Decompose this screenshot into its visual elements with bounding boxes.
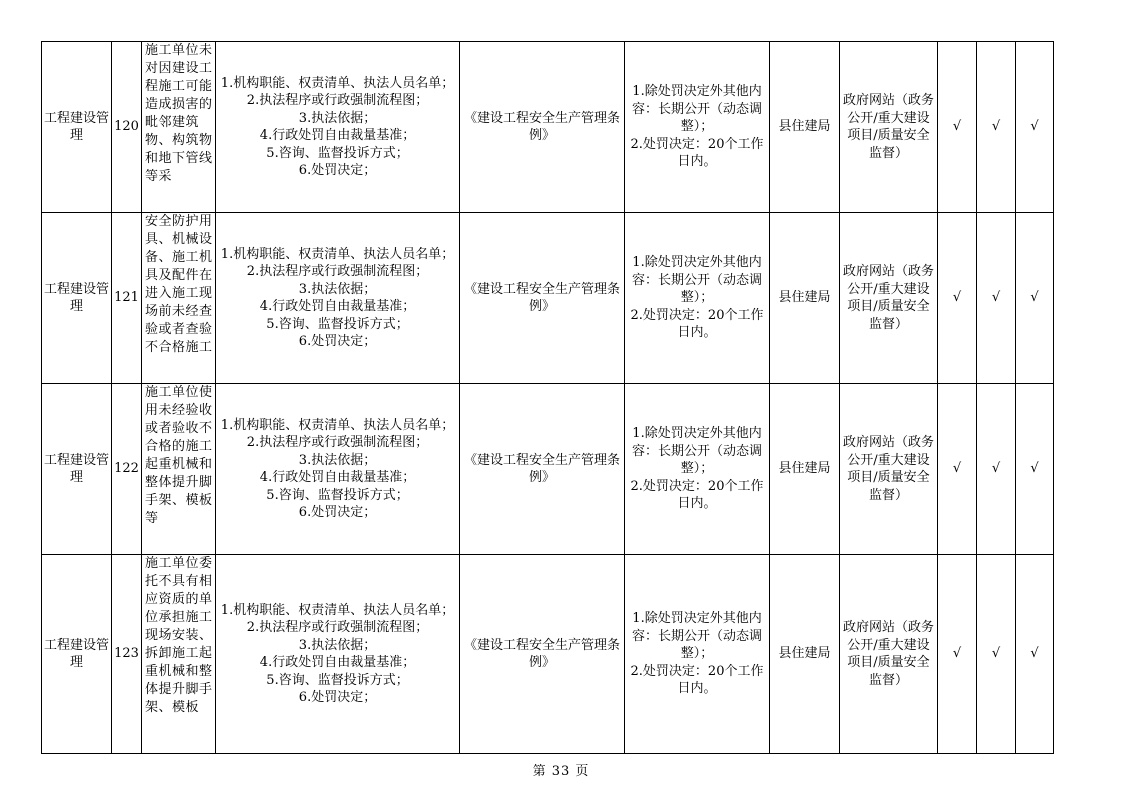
content-item: 1.机构职能、权责清单、执法人员名单； [220,246,455,262]
content-item: 1.机构职能、权责清单、执法人员名单； [220,417,455,433]
content-item: 6.处罚决定； [298,163,377,178]
channel-cell: 政府网站（政务公开/重大建设项目/质量安全监督） [840,384,938,555]
content-item: 4.行政处罚自由裁量基准； [259,299,416,314]
table-body [42,42,1054,754]
timing-cell: 1.除处罚决定外其他内容：长期公开（动态调整）； 2.处罚决定：20个工作日内。 [625,213,770,384]
check-cell: √ [977,42,1016,213]
timing-cell: 1.除处罚决定外其他内容：长期公开（动态调整）； 2.处罚决定：20个工作日内。 [625,555,770,754]
content-item: 2.执法程序或行政强制流程图； [246,264,429,279]
content-item: 6.处罚决定； [298,690,377,705]
content-cell [216,384,460,555]
table-row [42,555,1054,754]
subject-text: 安全防护用具、机械设备、施工机具及配件在进入施工现场前未经查验或者查验不合格施工 [145,214,213,355]
number-cell: 123 [112,555,142,754]
check-cell: √ [1016,384,1054,555]
page-number: 第 33 页 [532,764,590,779]
category-cell: 工程建设管理 [42,42,112,213]
subject-cell [142,42,216,213]
category-cell: 工程建设管理 [42,213,112,384]
content-item: 4.行政处罚自由裁量基准； [259,128,416,143]
content-cell [216,42,460,213]
subject-text: 施工单位未对因建设工程施工可能造成损害的毗邻建筑物、构筑物和地下管线等采 [145,43,213,184]
subject-text: 施工单位使用未经验收或者验收不合格的施工起重机械和整体提升脚手架、模板等 [145,385,213,526]
check-cell: √ [938,42,977,213]
content-item: 1.机构职能、权责清单、执法人员名单； [220,602,455,618]
timing-cell: 1.除处罚决定外其他内容：长期公开（动态调整）； 2.处罚决定：20个工作日内。 [625,42,770,213]
content-cell [216,213,460,384]
content-item: 2.执法程序或行政强制流程图； [246,435,429,450]
content-item: 4.行政处罚自由裁量基准； [259,470,416,485]
content-item: 1.机构职能、权责清单、执法人员名单； [220,75,455,91]
check-cell: √ [977,555,1016,754]
basis-cell: 《建设工程安全生产管理条例》 [460,384,625,555]
basis-cell: 《建设工程安全生产管理条例》 [460,42,625,213]
channel-cell: 政府网站（政务公开/重大建设项目/质量安全监督） [840,42,938,213]
category-cell: 工程建设管理 [42,384,112,555]
table-row [42,384,1054,555]
content-item: 2.执法程序或行政强制流程图； [246,620,429,635]
channel-cell: 政府网站（政务公开/重大建设项目/质量安全监督） [840,213,938,384]
content-item: 3.执法依据； [298,452,377,468]
body-cell: 县住建局 [770,213,840,384]
disclosure-table [41,41,1054,754]
check-cell: √ [1016,555,1054,754]
content-item: 6.处罚决定； [298,505,377,520]
channel-cell: 政府网站（政务公开/重大建设项目/质量安全监督） [840,555,938,754]
body-cell: 县住建局 [770,555,840,754]
content-item: 6.处罚决定； [298,334,377,349]
number-cell: 122 [112,384,142,555]
body-cell: 县住建局 [770,42,840,213]
content-item: 3.执法依据； [298,281,377,297]
subject-cell [142,555,216,754]
table-row [42,42,1054,213]
content-item: 5.咨询、监督投诉方式； [266,487,409,503]
content-item: 5.咨询、监督投诉方式； [266,316,409,332]
category-cell: 工程建设管理 [42,555,112,754]
body-cell: 县住建局 [770,384,840,555]
content-cell [216,555,460,754]
content-item: 5.咨询、监督投诉方式； [266,145,409,161]
basis-cell: 《建设工程安全生产管理条例》 [460,213,625,384]
check-cell: √ [938,384,977,555]
check-cell: √ [938,213,977,384]
table-row [42,213,1054,384]
subject-cell [142,384,216,555]
check-cell: √ [1016,213,1054,384]
content-item: 2.执法程序或行政强制流程图； [246,93,429,108]
subject-text: 施工单位委托不具有相应资质的单位承担施工现场安装、拆卸施工起重机械和整体提升脚手架、模板 [145,556,213,715]
check-cell: √ [977,213,1016,384]
content-item: 4.行政处罚自由裁量基准； [259,655,416,670]
timing-cell: 1.除处罚决定外其他内容：长期公开（动态调整）； 2.处罚决定：20个工作日内。 [625,384,770,555]
basis-cell: 《建设工程安全生产管理条例》 [460,555,625,754]
check-cell: √ [938,555,977,754]
check-cell: √ [1016,42,1054,213]
content-item: 3.执法依据； [298,110,377,126]
content-item: 5.咨询、监督投诉方式； [266,672,409,688]
number-cell: 120 [112,42,142,213]
subject-cell [142,213,216,384]
check-cell: √ [977,384,1016,555]
number-cell: 121 [112,213,142,384]
content-item: 3.执法依据； [298,637,377,653]
